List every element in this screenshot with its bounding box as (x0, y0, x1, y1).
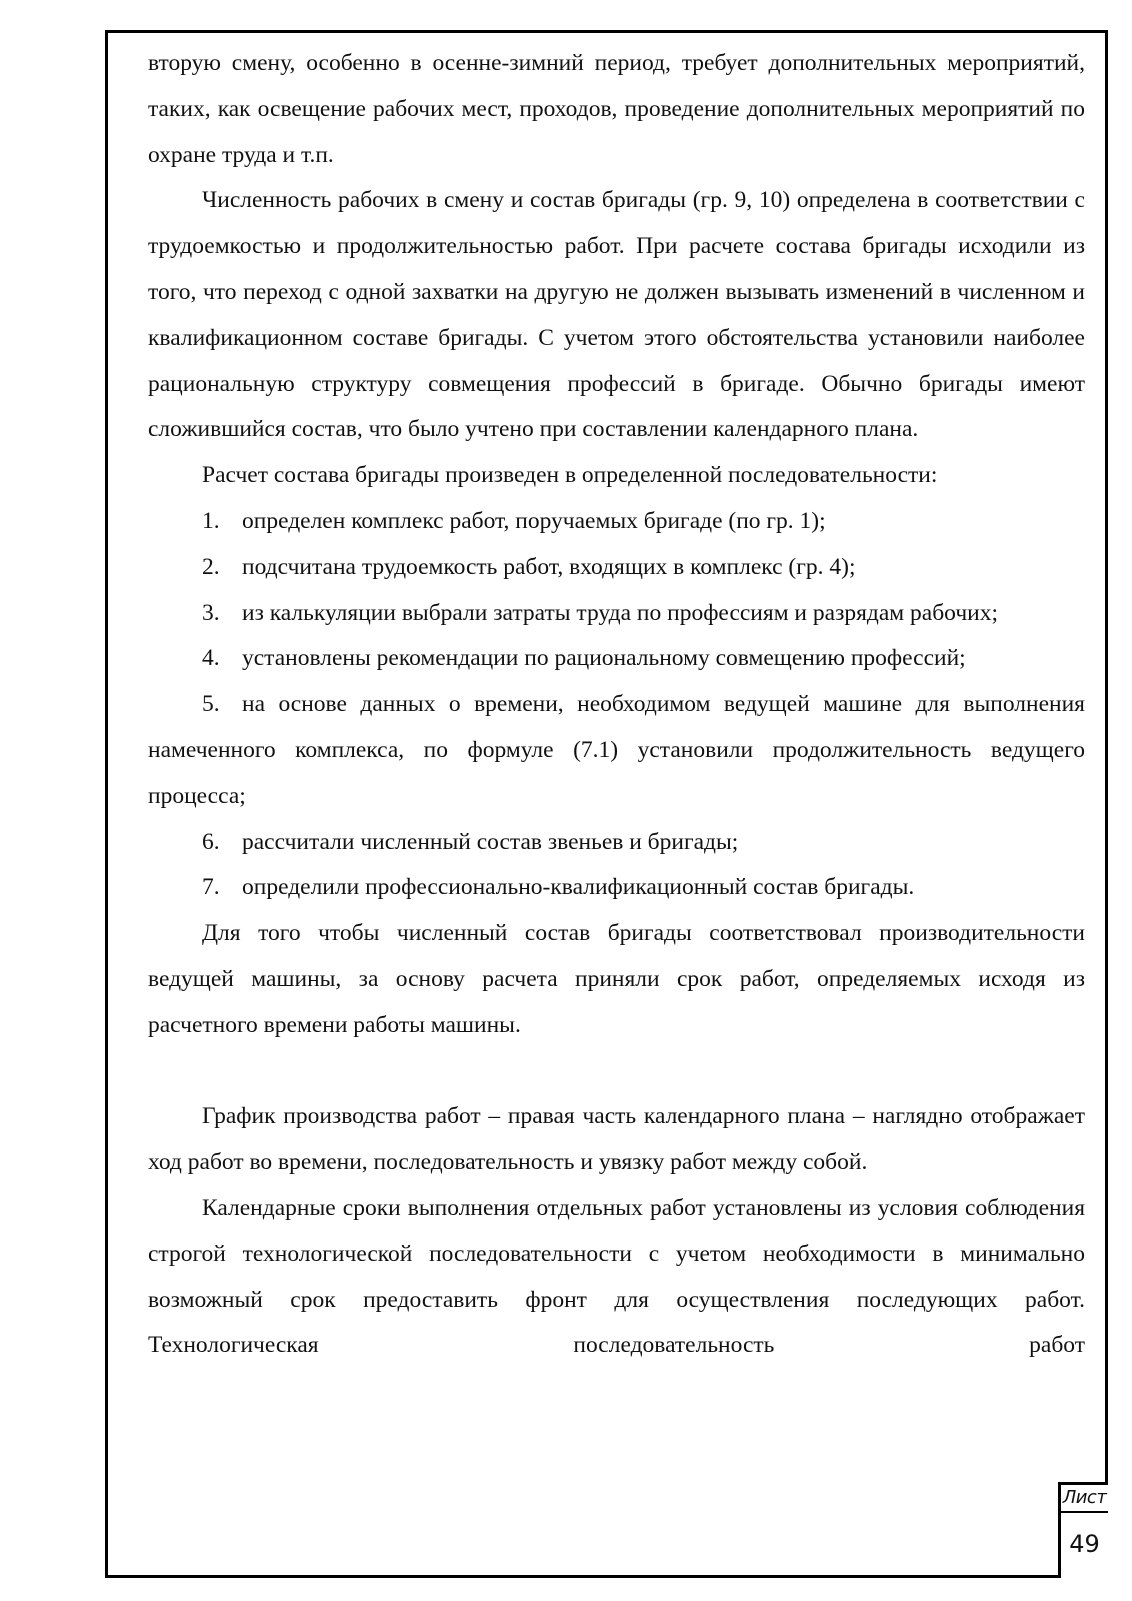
list-item-number: 1. (202, 507, 220, 534)
paragraph-gap (148, 1049, 1085, 1095)
list-item-number: 3. (202, 599, 220, 626)
list-item-number: 7. (202, 874, 220, 901)
list-item (148, 545, 1085, 591)
paragraph-crew-size: Численность рабочих в смену и состав бригады (гр. 9, 10) определена в соответствии с трудоемкостью и продолжительностью работ. При расчете состава бригады исходили из того, что переход с одной захватки на другую не должен вызывать изменений в численном и квалификационном составе бригады. С учетом этого обстоятельства установили наиболее рациональную структуру совмещения профессий в бригаде. Обычно бригады имеют сложившийся состав, что было учтено при составлении календарного плана. (148, 187, 1085, 443)
sheet-page-number: 49 (1069, 1530, 1100, 1558)
list-item-text: определили профессионально-квалификационный состав бригады. (242, 874, 915, 901)
list-item-text: рассчитали численный состав звеньев и бригады; (242, 828, 739, 855)
sheet-number-stamp (1058, 1482, 1108, 1578)
list-item-text: подсчитана трудоемкость работ, входящих в комплекс (гр. 4); (242, 553, 856, 580)
list-item-number: 6. (202, 828, 220, 855)
list-item (148, 636, 1085, 682)
list-item (148, 591, 1085, 637)
paragraph-shift-lighting: вторую смену, особенно в осенне-зимний период, требует дополнительных мероприятий, таких, как освещение рабочих мест, проходов, проведение дополнительных мероприятий по охране труда и т.п. (148, 50, 1085, 168)
document-body (148, 41, 1085, 1369)
list-item-number: 2. (202, 553, 220, 580)
list-item-text: на основе данных о времени, необходимом ведущей машине для выполнения намеченного комплекса, по формуле (7.1) установили продолжительность ведущего процесса; (148, 691, 1085, 809)
paragraph-crew-productivity: Для того чтобы численный состав бригады соответствовал производительности ведущей машины, за основу расчета приняли срок работ, определяемых исходя из расчетного времени работы машины. (148, 920, 1085, 1038)
list-item (148, 865, 1085, 911)
sheet-label: Лист (1061, 1485, 1108, 1513)
list-item-text: установлены рекомендации по рациональному совмещению профессий; (242, 645, 966, 672)
list-item (148, 682, 1085, 819)
list-item (148, 499, 1085, 545)
list-item-text: определен комплекс работ, поручаемых бригаде (по гр. 1); (242, 507, 826, 534)
list-item-text: из калькуляции выбрали затраты труда по профессиям и разрядам рабочих; (242, 599, 998, 626)
paragraph-work-schedule: График производства работ – правая часть календарного плана – наглядно отображает ход работ во времени, последовательность и увязку работ между собой. (148, 1103, 1085, 1176)
paragraph-calc-sequence: Расчет состава бригады произведен в определенной последовательности: (202, 462, 938, 489)
paragraph-calendar-terms: Календарные сроки выполнения отдельных работ установлены из условия соблюдения строгой технологической последовательности с учетом необходимости в минимально возможный срок предоставить фронт для осуществления последующих работ. Технологическая последовательность работ (148, 1194, 1085, 1359)
list-item-number: 5. (202, 691, 220, 718)
list-item (148, 820, 1085, 866)
list-item-number: 4. (202, 645, 220, 672)
